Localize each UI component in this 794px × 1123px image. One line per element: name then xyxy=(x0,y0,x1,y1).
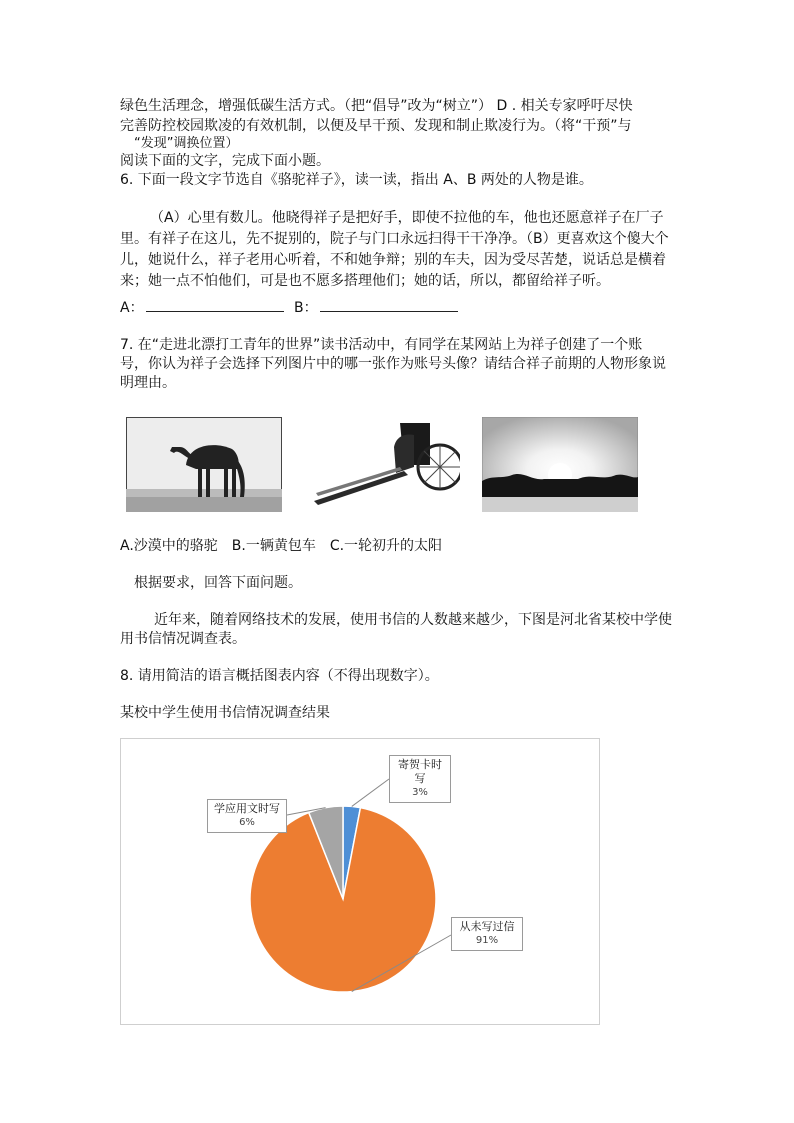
intro-line-1: 近年来，随着网络技术的发展，使用书信的人数越来越少，下图是河北省某校中学使 xyxy=(154,612,672,628)
text-line-3: “发现”调换位置） xyxy=(134,136,239,151)
callout-never-written-pct: 91% xyxy=(475,935,499,946)
pie-chart xyxy=(120,738,600,1025)
blank-b-label: B： xyxy=(294,300,318,316)
leader-greeting-card xyxy=(352,779,389,806)
intro-line-2: 用书信情况调查表。 xyxy=(120,631,246,647)
instruction: 阅读下面的文字，完成下面小题。 xyxy=(120,153,330,169)
rickshaw-photo xyxy=(304,417,460,512)
question-7-line-1: 7. 在“走进北漂打工青年的世界”读书活动中，有同学在某网站上为祥子创建了一个账 xyxy=(120,337,643,353)
text-line-2: 完善防控校园欺凌的有效机制，以便及早干预、发现和制止欺凌行为。（将“干预”与 xyxy=(120,118,632,134)
excerpt-line-3: 儿，她说什么，祥子老用心听着，不和她争辩；别的车夫，因为受尽苦楚，说话总是横着 xyxy=(120,252,666,268)
requirement: 根据要求，回答下面问题。 xyxy=(134,575,302,591)
callout-greeting-card-pct: 3% xyxy=(412,787,428,798)
callout-practical-writing-label: 学应用文时写 xyxy=(214,802,280,815)
blank-a-line[interactable] xyxy=(146,297,284,312)
question-8: 8. 请用简洁的语言概括图表内容（不得出现数字）。 xyxy=(120,668,439,684)
sunrise-photo xyxy=(482,417,638,512)
excerpt-line-2: 里。有祥子在这儿，先不捉别的，院子与门口永远扫得干干净净。（B）更喜欢这个傻大个 xyxy=(120,231,669,247)
blank-a-label: A： xyxy=(120,300,144,316)
pie-chart-svg xyxy=(121,739,599,1024)
callout-greeting-card xyxy=(389,755,451,803)
question-7-line-2: 号，你认为祥子会选择下列图片中的哪一张作为账号头像？请结合祥子前期的人物形象说 xyxy=(120,356,666,372)
answer-blanks xyxy=(120,297,464,318)
question-6: 6. 下面一段文字节选自《骆驼祥子》，读一读，指出 A、B 两处的人物是谁。 xyxy=(120,172,593,188)
text-line-1: 绿色生活理念，增强低碳生活方式。（把“倡导”改为“树立”） D . 相关专家呼吁尽快 xyxy=(120,98,633,114)
camel-photo xyxy=(126,417,282,512)
chart-caption: 某校中学生使用书信情况调查结果 xyxy=(120,705,330,721)
callout-greeting-card-label: 寄贺卡时写 xyxy=(398,758,442,785)
excerpt-line-1: （A）心里有数儿。他晓得祥子是把好手，即使不拉他的车，他也还愿意祥子在厂子 xyxy=(150,210,664,226)
image-options: A.沙漠中的骆驼 B.一辆黄包车 C.一轮初升的太阳 xyxy=(120,538,443,554)
callout-never-written xyxy=(451,917,523,951)
excerpt-line-4: 来；她一点不怕他们，可是也不愿多搭理他们；她的话，所以，都留给祥子听。 xyxy=(120,273,610,289)
callout-practical-writing-pct: 6% xyxy=(239,817,255,828)
question-7-line-3: 明理由。 xyxy=(120,375,176,391)
blank-b-line[interactable] xyxy=(320,297,458,312)
callout-never-written-label: 从未写过信 xyxy=(459,920,515,933)
callout-practical-writing xyxy=(207,799,287,833)
